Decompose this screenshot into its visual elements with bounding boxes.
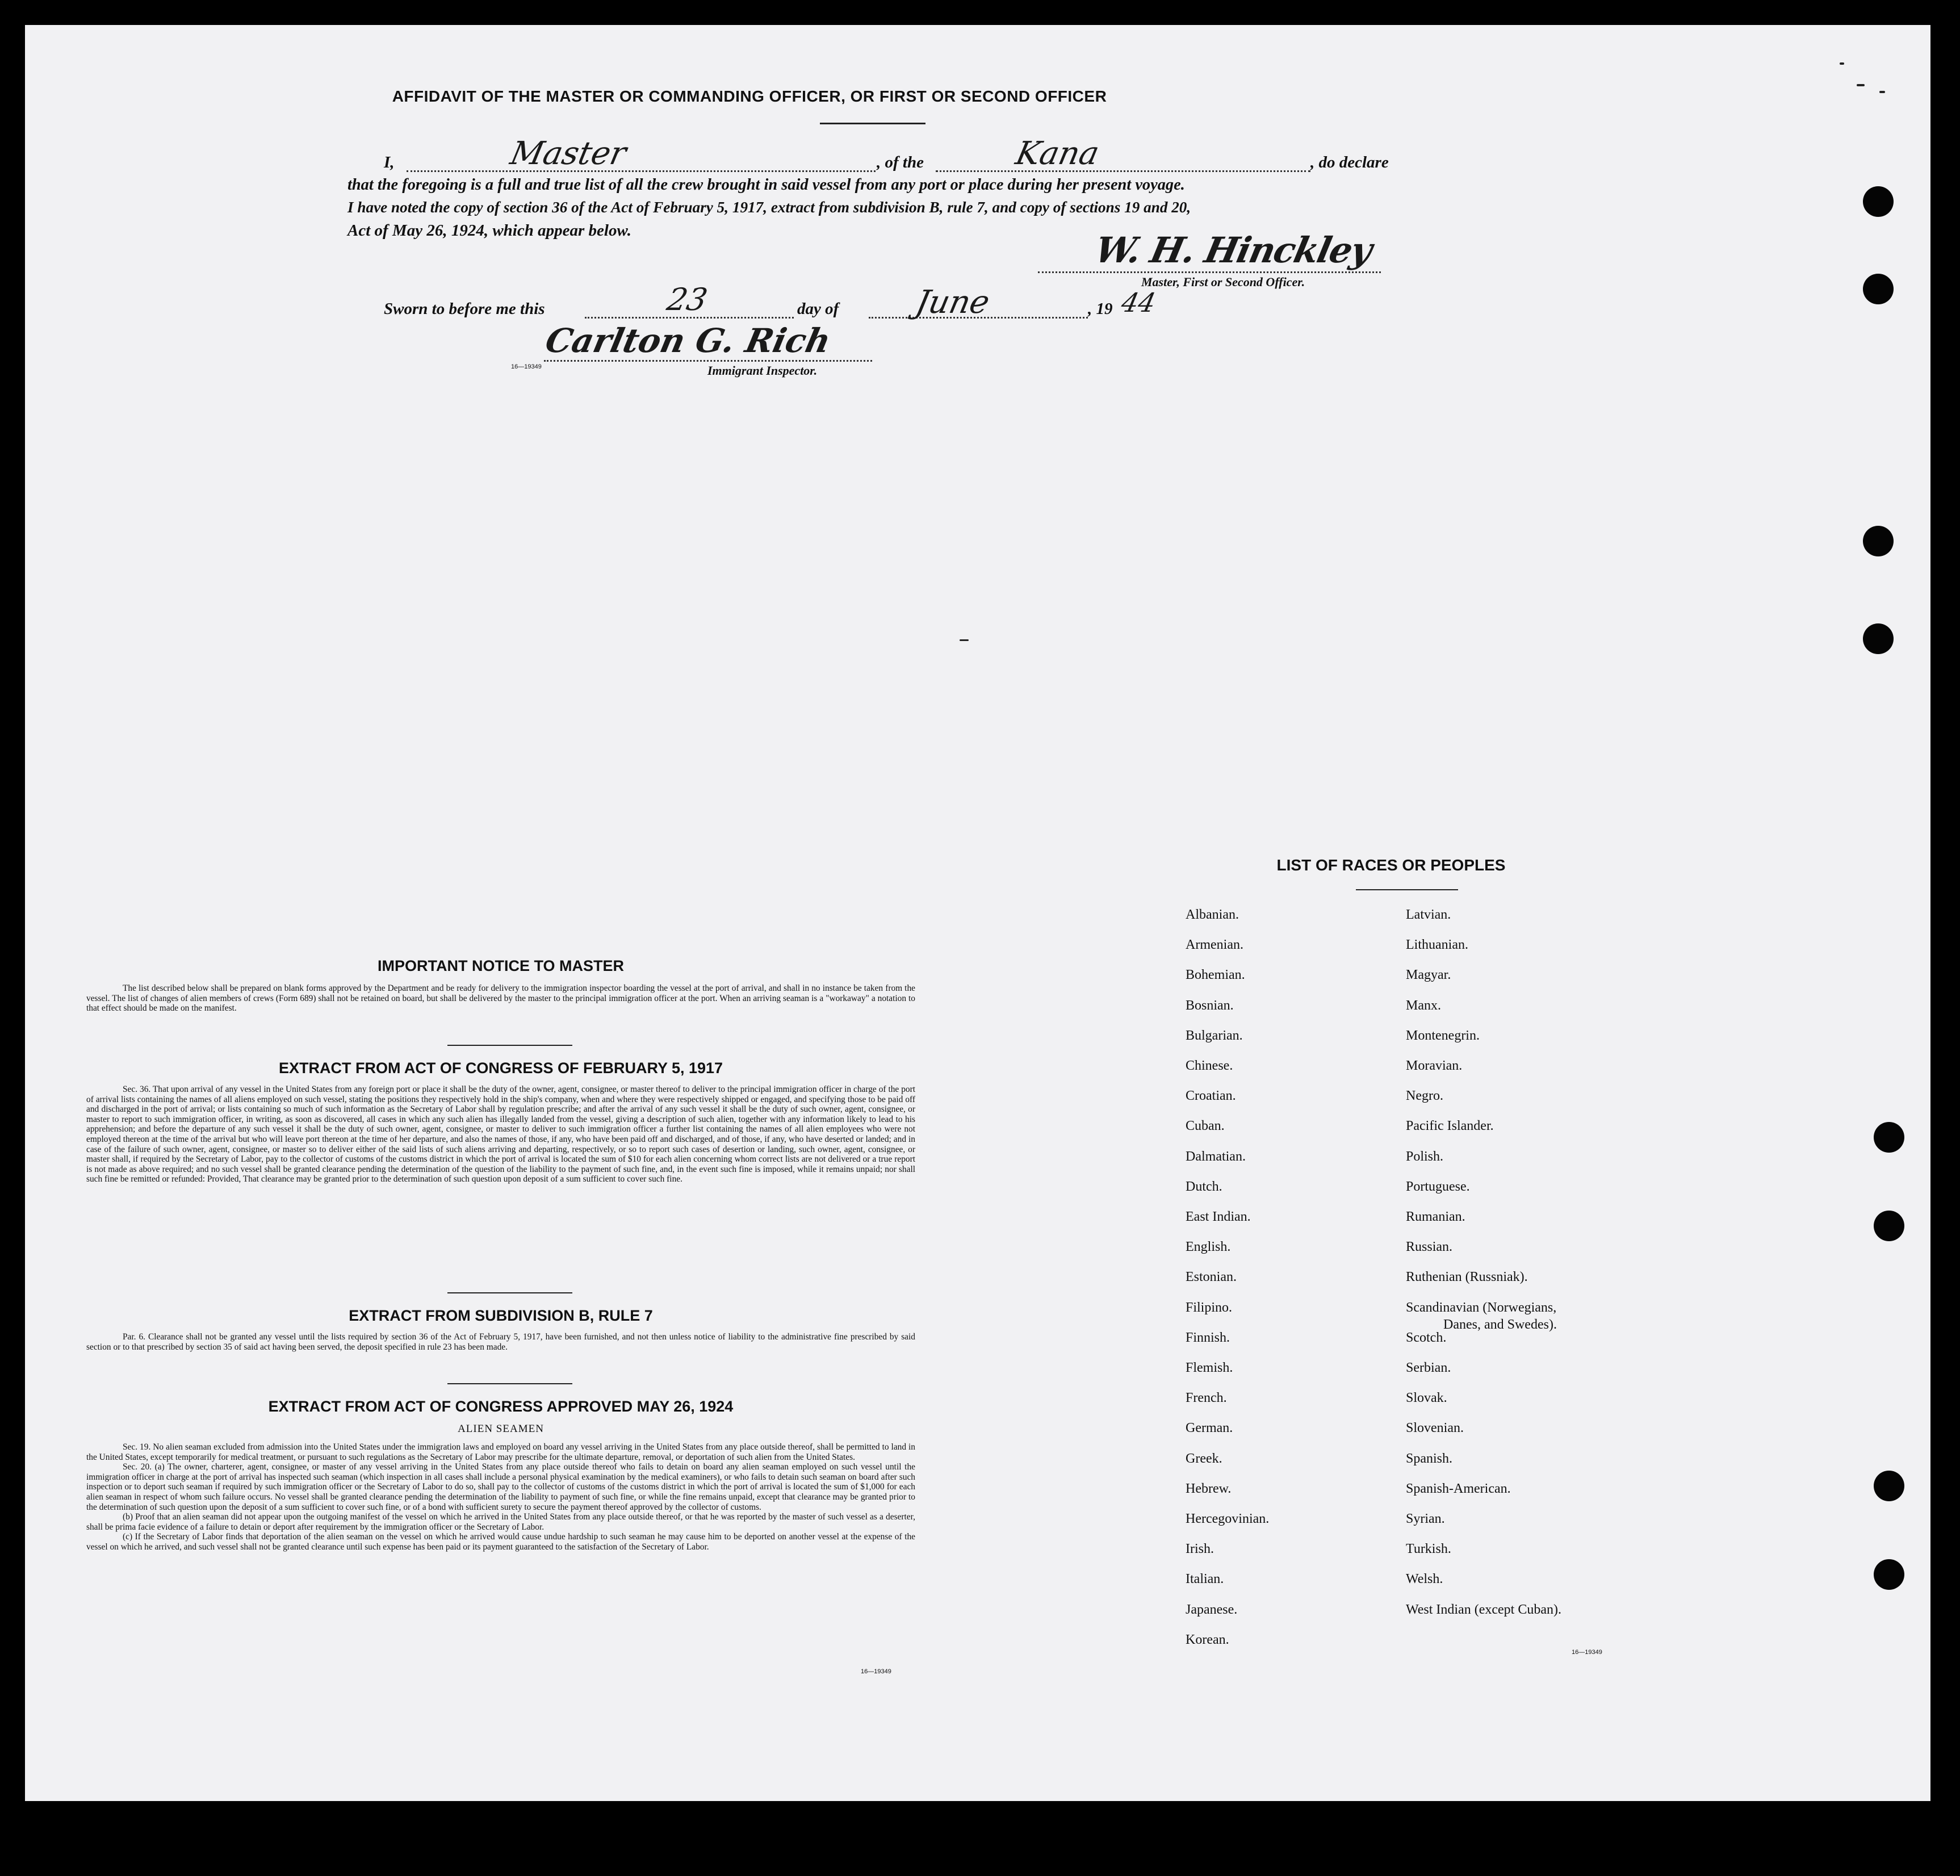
affidavit-line4: Act of May 26, 1924, which appear below. (347, 221, 631, 240)
binder-hole (1874, 1471, 1904, 1501)
race-item: Hebrew. (1186, 1481, 1232, 1496)
day-label: day of (797, 300, 839, 318)
race-item: Spanish. (1406, 1451, 1453, 1466)
binder-hole (1863, 186, 1894, 217)
section-rule (447, 1292, 572, 1293)
race-item: Japanese. (1186, 1602, 1238, 1617)
race-item: Chinese. (1186, 1058, 1233, 1073)
sec-20c-paragraph: (c) If the Secretary of Labor finds that deportation of the alien seaman on the vessel on which he arrived would cause undue hardship to such seaman he may cause him to be deported on another vessel at the expense of the vessel on which he arrived, and such vessel shall not be granted clearance until such expense has been paid or its payment guaranteed to the satisfaction of the Secretary of Labor. (86, 1532, 915, 1552)
rule7-title: EXTRACT FROM SUBDIVISION B, RULE 7 (349, 1307, 653, 1324)
race-item: Welsh. (1406, 1572, 1443, 1587)
scan-speck (1857, 84, 1865, 86)
section-rule (447, 1383, 572, 1384)
vessel-name-field (936, 170, 1310, 172)
race-item: Slovenian. (1406, 1421, 1464, 1436)
sec-19-paragraph: Sec. 19. No alien seaman excluded from admission into the United States under the immigration laws and employed on board any vessel arriving in the United States from any place outside thereof, shall be permitted to land in the United States, except temporarily for medical treatment, or pursuant to such regulations as the Secretary of Labor may prescribe for the ultimate departure, removal, or deportation of such alien from the United States. (86, 1442, 915, 1462)
race-item: Hercegovinian. (1186, 1511, 1270, 1526)
form-number: 16—19349 (1572, 1649, 1602, 1656)
sec-20a-paragraph: Sec. 20. (a) The owner, charterer, agent, consignee, or master of any vessel arriving in the United States from any place outside thereof who fails to detain on board any alien seaman employed on such vessel until the immigration officer in charge at the port of arrival has inspected such seaman (which inspection in all cases shall include a personal physical examination by the medical examiners), or who fails to detain such seaman on board after such inspection or to deport such seaman if required by such immigration officer or the Secretary of Labor to do so, shall pay to the collector of customs of the customs district in which the port of arrival is located the sum of $1,000 for each alien seaman in respect of whom such failure occurs. No vessel shall be granted clearance pending the determination of the liability to payment of such fine, or while the fine remains unpaid, except that clearance may be granted prior to the determination of such question upon the deposit of a sum sufficient to cover such fine, or of a bond with sufficient surety to secure the payment thereof approved by the collector of customs. (86, 1462, 915, 1512)
binder-hole (1863, 274, 1894, 304)
affidavit-line1-end: , do declare (1310, 153, 1389, 171)
par-6-paragraph: Par. 6. Clearance shall not be granted any vessel until the lists required by section 36 of the Act of February 5, 1917, have been furnished, and not then unless notice of liability to the administrative fine prescribed by said section or to that prescribed by section 35 of said act having been served, the deposit specified in rule 23 has been made. (86, 1332, 915, 1352)
race-item: Syrian. (1406, 1511, 1445, 1526)
race-item: Estonian. (1186, 1270, 1237, 1285)
extract-1924-text (86, 1442, 915, 1552)
binder-hole (1874, 1122, 1904, 1153)
form-number: 16—19349 (861, 1668, 891, 1675)
race-item: Moravian. (1406, 1058, 1463, 1073)
section-rule (447, 1045, 572, 1046)
race-item: West Indian (except Cuban). (1406, 1602, 1561, 1617)
race-item: Finnish. (1186, 1330, 1230, 1345)
race-item: Lithuanian. (1406, 937, 1468, 953)
inspector-caption: Immigrant Inspector. (707, 363, 818, 378)
extract-1917-title: EXTRACT FROM ACT OF CONGRESS OF FEBRUARY 5, 1917 (278, 1060, 723, 1077)
affidavit-title: AFFIDAVIT OF THE MASTER OR COMMANDING OFFICER, OR FIRST OR SECOND OFFICER (392, 87, 1107, 105)
race-item: Pacific Islander. (1406, 1119, 1494, 1134)
race-item: Irish. (1186, 1542, 1214, 1557)
affidavit-line1-start: I, (384, 153, 395, 171)
signature-field (1038, 271, 1381, 273)
race-item: Rumanian. (1406, 1209, 1465, 1224)
signature-caption: Master, First or Second Officer. (1141, 275, 1305, 289)
race-item: Bosnian. (1186, 998, 1234, 1013)
year-prefix: , 19 (1088, 300, 1113, 318)
binder-hole (1863, 623, 1894, 654)
race-item: Italian. (1186, 1572, 1224, 1587)
race-item: Bulgarian. (1186, 1028, 1243, 1043)
scan-speck (960, 639, 969, 641)
affidavit-line3: I have noted the copy of section 36 of the Act of February 5, 1917, extract from subdivision B, rule 7, and copy of sections 19 and 20, (347, 199, 1191, 216)
month-handwriting: June (912, 284, 993, 321)
race-item: Magyar. (1406, 968, 1451, 983)
sec-20b-paragraph: (b) Proof that an alien seaman did not appear upon the outgoing manifest of the vessel on which he arrived in the United States from any place outside thereof, or that he was reported by the master of such vessel as a deserter, shall be prima facie evidence of a failure to detain or deport after requirement by the immigration officer or the Secretary of Labor. (86, 1512, 915, 1532)
affidavit-line1-mid: , of the (877, 153, 924, 171)
race-item: German. (1186, 1421, 1233, 1436)
scan-speck (1879, 91, 1885, 93)
race-item: Scandinavian (Norwegians, (1406, 1300, 1557, 1315)
inspector-signature: Carlton G. Rich (542, 321, 834, 360)
race-item: Turkish. (1406, 1542, 1451, 1557)
race-item: Slovak. (1406, 1391, 1447, 1406)
vessel-handwriting: Kana (1012, 135, 1103, 172)
binder-hole (1874, 1559, 1904, 1590)
form-number: 16—19349 (511, 363, 542, 370)
race-item: Polish. (1406, 1149, 1444, 1164)
day-handwriting: 23 (664, 282, 711, 317)
race-item: Negro. (1406, 1088, 1443, 1104)
race-item: Croatian. (1186, 1088, 1236, 1104)
sec-36-paragraph: Sec. 36. That upon arrival of any vessel in the United States from any foreign port or place it shall be the duty of the owner, agent, consignee, or master thereof to deliver to the principal immigration officer in charge of the port of arrival lists containing the names of all aliens employed on such vessel, stating the positions they respectively hold in the ship's company, when and where they were respectively shipped or engaged, and specifying those to be paid off and discharged in the port of arrival; or lists containing so much of such information as the Secretary of Labor shall by regulation prescribe; and after the arrival of any such vessel it shall be the duty of such owner, agent, consignee, or master to report to such immigration officer, in writing, as soon as discovered, all cases in which any such alien has illegally landed from the vessel, giving a description of such alien, together with any information likely to lead to his apprehension; and before the departure of any such vessel it shall be the duty of such owner, agent, consignee, or master to deliver to such immigration officer a further list containing the names of all alien employees who were not employed thereon at the time of the arrival but who will leave port thereon at the time of her departure, and also the names of those, if any, who have been paid off and discharged, and of those, if any, who have deserted or landed; and in case of the failure of such owner, agent, consignee, or master so to deliver either of the said lists of such aliens arriving and departing, respectively, or so to report such cases of desertion or landing, such owner, agent, consignee, or master shall, if required by the Secretary of Labor, pay to the collector of customs of the customs district in which the port of arrival is located the sum of $10 for each alien concerning whom correct lists are not delivered or a true report is not made as above required; and no such vessel shall be granted clearance pending the determination of the question of the liability to the payment of such fine, and, in the event such fine is imposed, while it remains unpaid; nor shall such fine be remitted or refunded: Provided, That clearance may be granted prior to the determination of such question upon deposit of a sum sufficient to cover such fine. (86, 1084, 915, 1184)
race-item: Dutch. (1186, 1179, 1222, 1194)
race-item: Spanish-American. (1406, 1481, 1511, 1496)
race-item: Greek. (1186, 1451, 1222, 1466)
race-item: Korean. (1186, 1632, 1229, 1647)
extract-1917-text (86, 1084, 915, 1184)
title-rule (820, 123, 925, 124)
affidavit-line2: that the foregoing is a full and true list of all the crew brought in said vessel from any port or place during her present voyage. (347, 176, 1185, 194)
race-item: Albanian. (1186, 907, 1239, 922)
notice-text (86, 983, 915, 1014)
notice-paragraph: The list described below shall be prepared on blank forms approved by the Department and be ready for delivery to the immigration inspector boarding the vessel at the port of arrival, and shall in no instance be taken from the vessel. The list of changes of alien members of crews (Form 689) shall not be retained on board, but shall be delivered by the master to the principal immigration officer at the port. When an arriving seaman is a "workaway" a notation to that effect should be made on the manifest. (86, 983, 915, 1014)
extract-1924-title: EXTRACT FROM ACT OF CONGRESS APPROVED MAY 26, 1924 (268, 1398, 734, 1415)
inspector-field (544, 360, 872, 362)
races-title-rule (1356, 889, 1458, 890)
master-handwriting: Master (507, 135, 630, 172)
race-item: Filipino. (1186, 1300, 1233, 1315)
race-item: Ruthenian (Russniak). (1406, 1270, 1528, 1285)
sworn-label: Sworn to before me this (384, 300, 545, 318)
rule7-text (86, 1332, 915, 1352)
race-item: Armenian. (1186, 937, 1243, 953)
race-item: Cuban. (1186, 1119, 1225, 1134)
races-title: LIST OF RACES OR PEOPLES (1276, 856, 1506, 874)
race-item: Danes, and Swedes). (1443, 1317, 1557, 1332)
race-item: Bohemian. (1186, 968, 1245, 983)
race-item: French. (1186, 1391, 1227, 1406)
race-item: Latvian. (1406, 907, 1451, 922)
binder-hole (1863, 526, 1894, 556)
race-item: Scotch. (1406, 1330, 1447, 1345)
race-item: Portuguese. (1406, 1179, 1470, 1194)
race-item: Montenegrin. (1406, 1028, 1480, 1043)
master-name-field (407, 170, 876, 172)
race-item: Flemish. (1186, 1360, 1233, 1375)
race-item: English. (1186, 1240, 1231, 1255)
binder-hole (1874, 1211, 1904, 1241)
race-item: Dalmatian. (1186, 1149, 1246, 1164)
race-item: East Indian. (1186, 1209, 1251, 1224)
race-item: Russian. (1406, 1240, 1453, 1255)
race-item: Manx. (1406, 998, 1441, 1013)
scan-speck (1840, 62, 1844, 65)
notice-title: IMPORTANT NOTICE TO MASTER (378, 957, 624, 974)
race-item: Serbian. (1406, 1360, 1451, 1375)
alien-seamen-subtitle: ALIEN SEAMEN (458, 1423, 544, 1435)
year-handwriting: 44 (1119, 287, 1159, 318)
master-signature: W. H. Hinckley (1091, 229, 1375, 271)
